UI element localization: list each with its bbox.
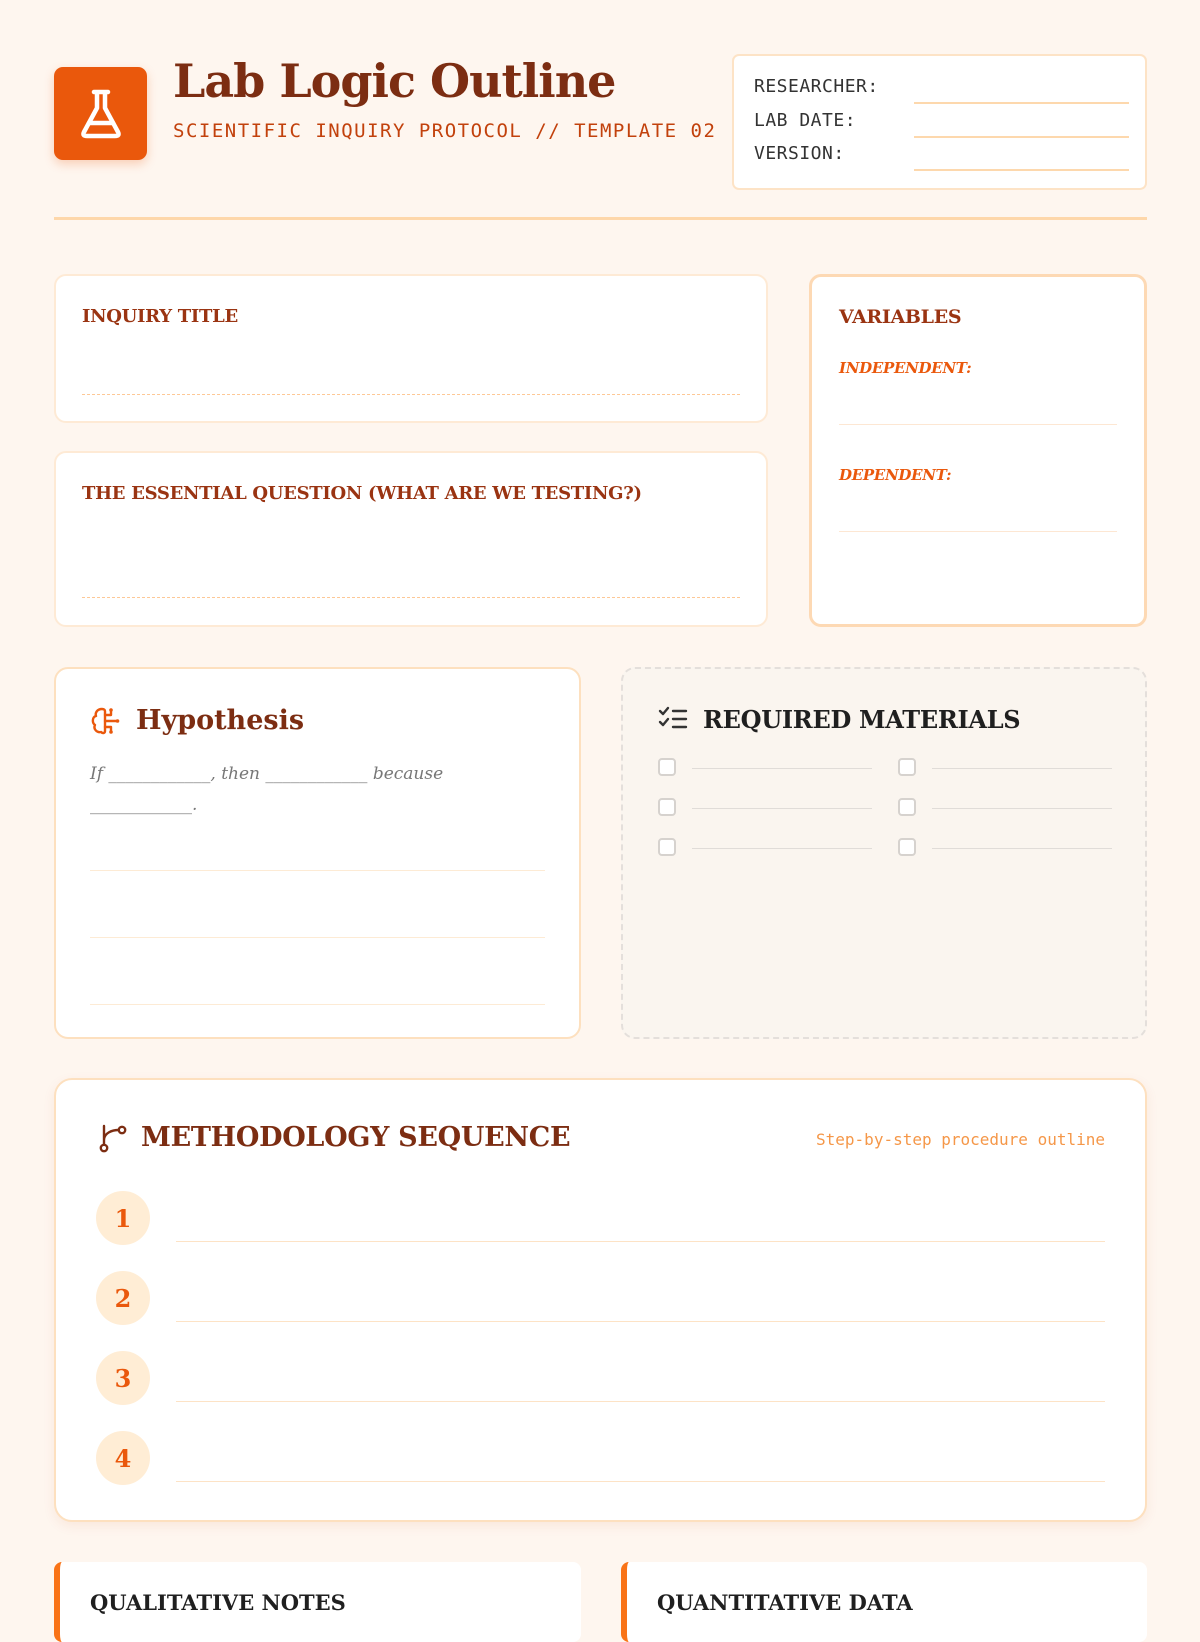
step-field-2[interactable]: [176, 1321, 1105, 1322]
material-checkbox-5[interactable]: [658, 838, 676, 856]
header-divider: [54, 217, 1147, 220]
variables-card: [809, 274, 1147, 627]
material-checkbox-2[interactable]: [898, 758, 916, 776]
researcher-field[interactable]: [914, 102, 1129, 104]
hypothesis-line-2[interactable]: [90, 937, 545, 938]
step-number-2: 2: [96, 1271, 150, 1325]
step-number-3: 3: [96, 1351, 150, 1405]
step-number-4: 4: [96, 1431, 150, 1485]
hypothesis-title: Hypothesis: [136, 705, 305, 736]
checklist-icon: [658, 706, 688, 732]
git-branch-icon: [98, 1124, 128, 1154]
version-row: [754, 143, 1129, 173]
essential-question-field[interactable]: [82, 597, 740, 598]
materials-card: [621, 667, 1147, 1039]
material-checkbox-1[interactable]: [658, 758, 676, 776]
independent-label: INDEPENDENT:: [839, 359, 972, 377]
step-field-4[interactable]: [176, 1481, 1105, 1482]
step-field-1[interactable]: [176, 1241, 1105, 1242]
essential-question-label: THE ESSENTIAL QUESTION (WHAT ARE WE TESTING?): [82, 483, 642, 504]
step-number-1: 1: [96, 1191, 150, 1245]
material-checkbox-6[interactable]: [898, 838, 916, 856]
page-title: Lab Logic Outline: [173, 54, 616, 108]
methodology-title: METHODOLOGY SEQUENCE: [141, 1122, 571, 1153]
flask-icon: [78, 88, 124, 140]
material-item-6[interactable]: [932, 848, 1112, 849]
material-checkbox-3[interactable]: [658, 798, 676, 816]
material-item-3[interactable]: [692, 808, 872, 809]
inquiry-title-field[interactable]: [82, 394, 740, 395]
inquiry-title-label: INQUIRY TITLE: [82, 306, 238, 327]
material-item-1[interactable]: [692, 768, 872, 769]
lab-date-label: LAB DATE:: [754, 110, 857, 131]
independent-field[interactable]: [839, 424, 1117, 425]
inquiry-title-card: [54, 274, 768, 423]
qualitative-notes-card: [54, 1562, 581, 1642]
hypothesis-line-1[interactable]: [90, 870, 545, 871]
material-item-4[interactable]: [932, 808, 1112, 809]
researcher-row: [754, 76, 1129, 106]
meta-panel: [732, 54, 1147, 190]
essential-question-card: [54, 451, 768, 627]
lab-date-row: [754, 110, 1129, 140]
version-field[interactable]: [914, 169, 1129, 171]
dependent-field[interactable]: [839, 531, 1117, 532]
material-item-5[interactable]: [692, 848, 872, 849]
brain-icon: [89, 705, 121, 737]
page-subtitle: SCIENTIFIC INQUIRY PROTOCOL // TEMPLATE 02: [173, 120, 717, 142]
dependent-label: DEPENDENT:: [839, 466, 952, 484]
quantitative-data-card: [621, 1562, 1147, 1642]
material-item-2[interactable]: [932, 768, 1112, 769]
qualitative-notes-title: QUALITATIVE NOTES: [90, 1590, 346, 1615]
variables-title: VARIABLES: [839, 306, 962, 328]
methodology-card: [54, 1078, 1147, 1522]
methodology-subtitle: Step-by-step procedure outline: [816, 1130, 1105, 1149]
researcher-label: RESEARCHER:: [754, 76, 879, 97]
hypothesis-line-3[interactable]: [90, 1004, 545, 1005]
quantitative-data-title: QUANTITATIVE DATA: [657, 1590, 913, 1615]
hypothesis-prompt: If ____________, then ____________ because ____________.: [90, 764, 444, 815]
step-field-3[interactable]: [176, 1401, 1105, 1402]
material-checkbox-4[interactable]: [898, 798, 916, 816]
materials-title: REQUIRED MATERIALS: [703, 705, 1021, 734]
hypothesis-card: [54, 667, 581, 1039]
version-label: VERSION:: [754, 143, 845, 164]
lab-date-field[interactable]: [914, 136, 1129, 138]
logo-badge: [54, 67, 147, 160]
